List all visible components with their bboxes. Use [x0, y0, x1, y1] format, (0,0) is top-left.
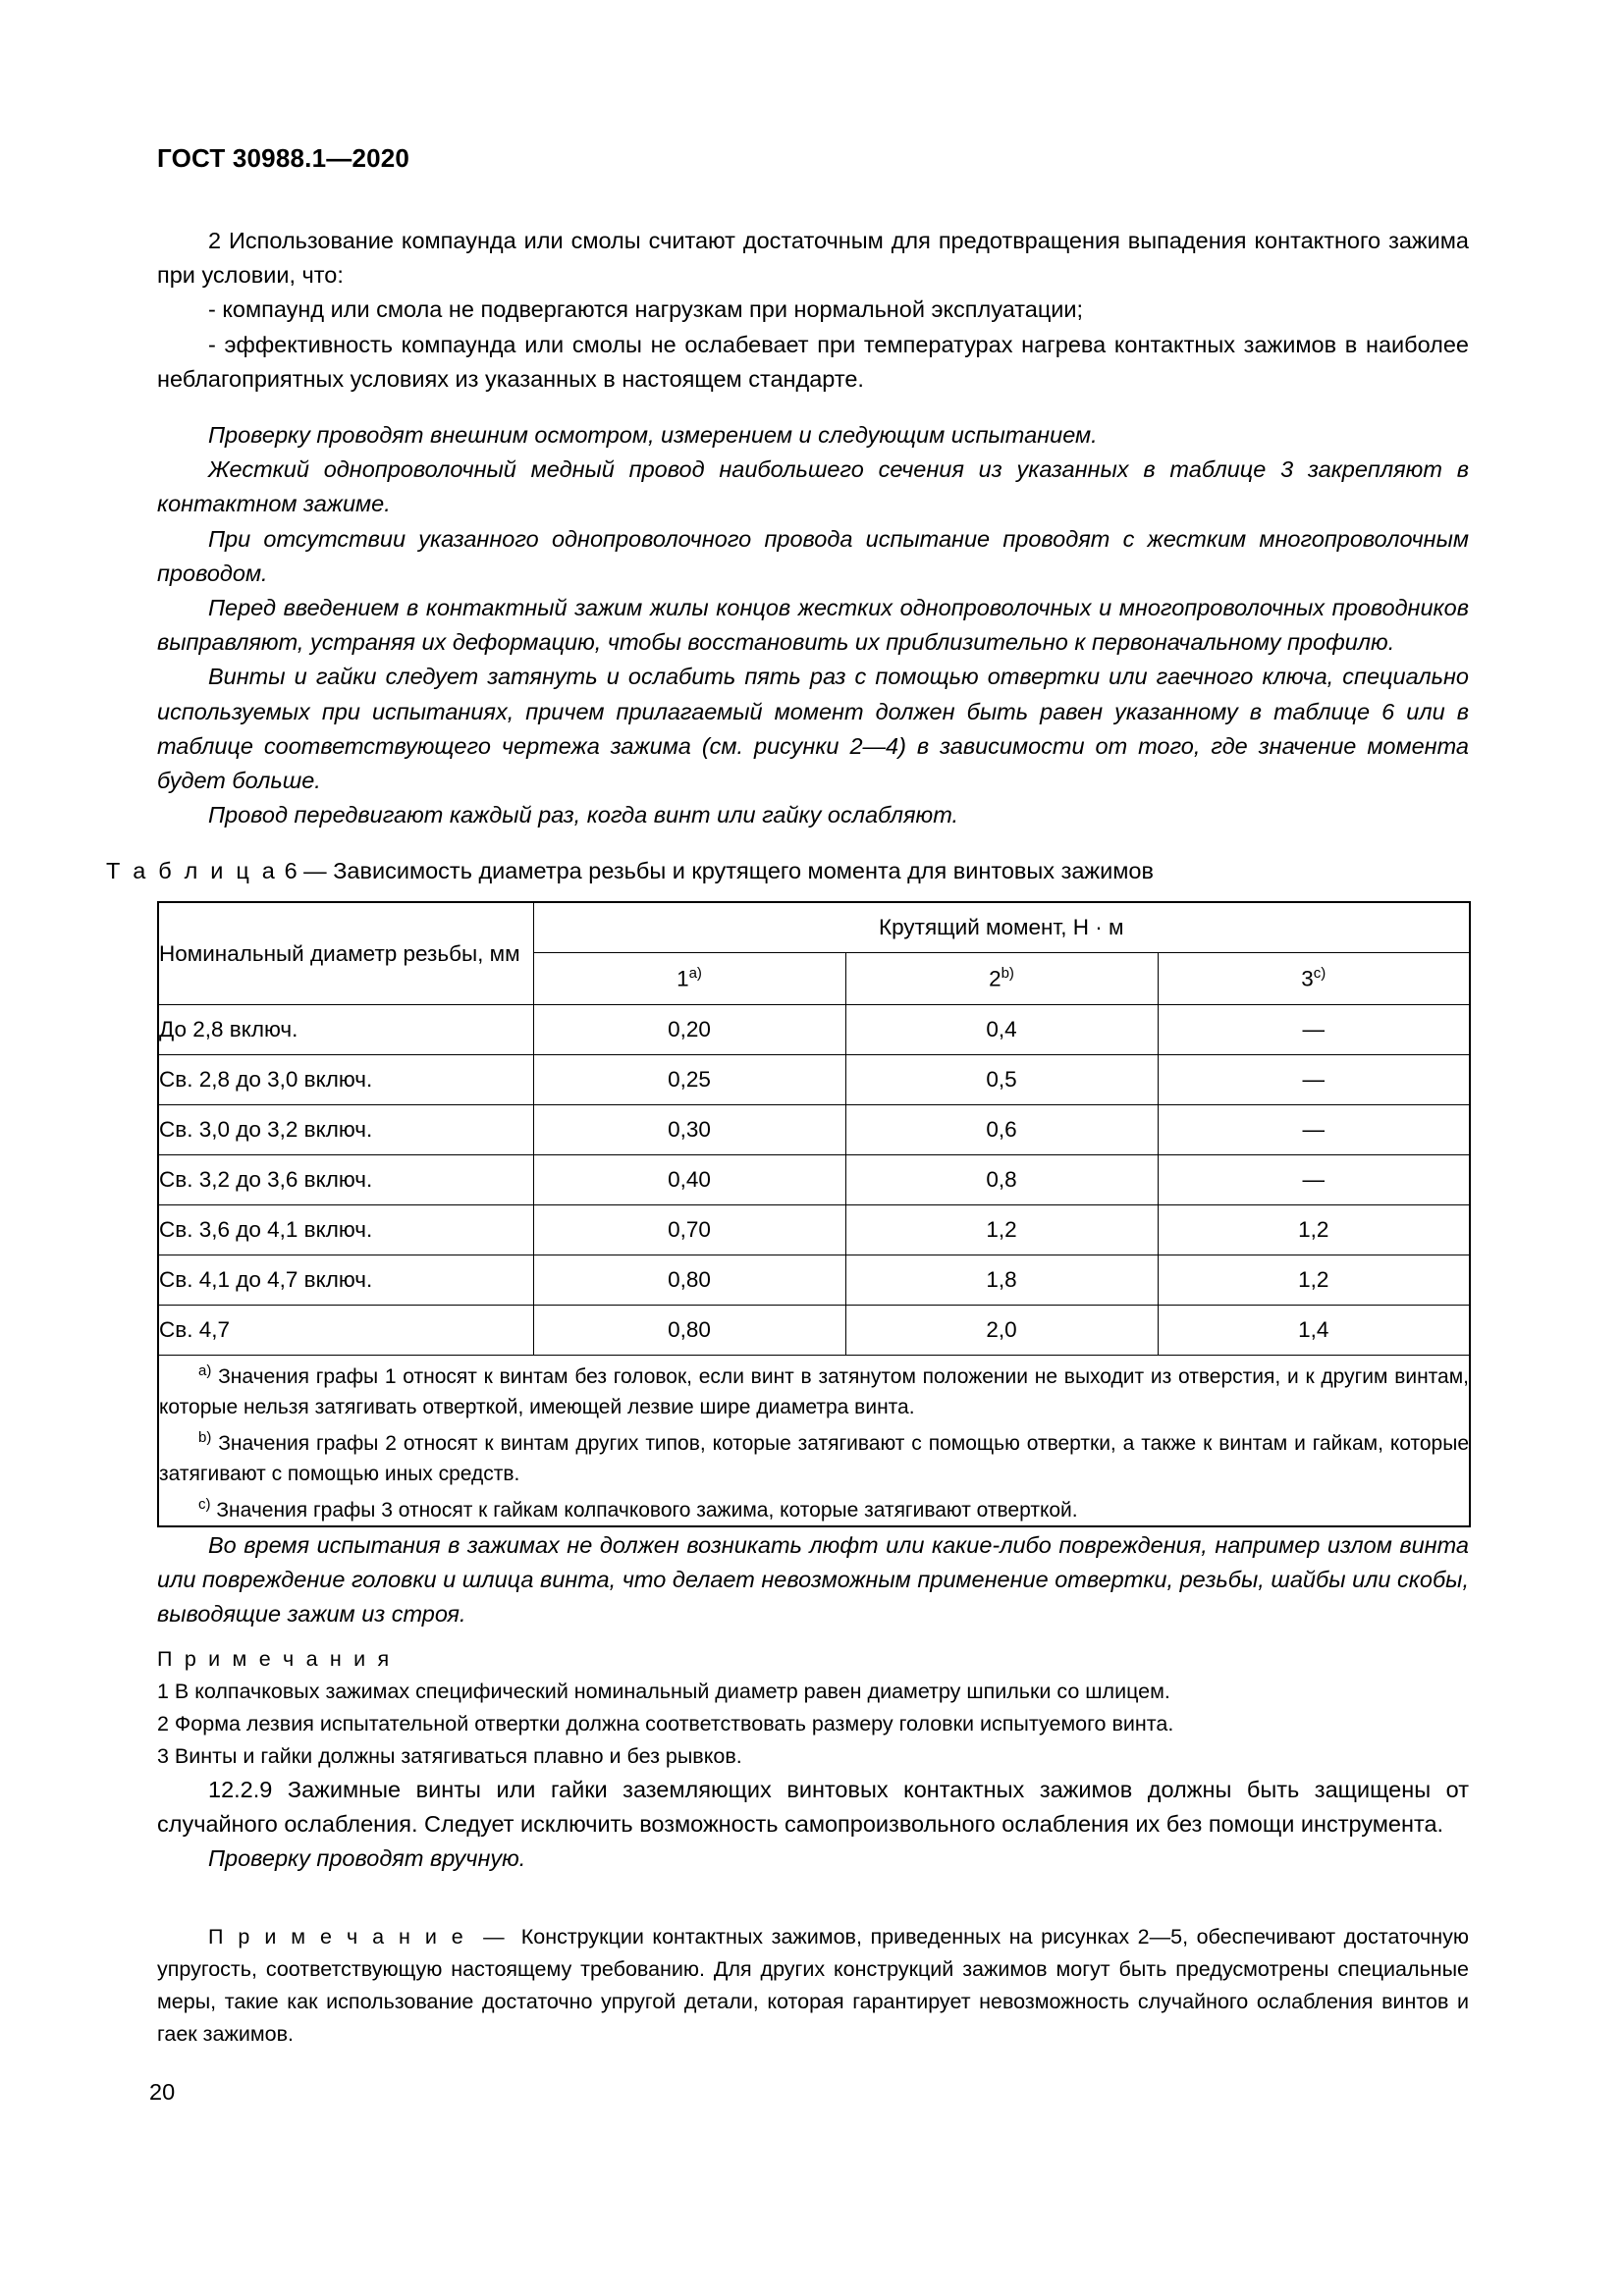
table-header-row-1 [158, 902, 1470, 953]
header-col-1-num: 1 [677, 966, 689, 991]
row-torque-3: 1,2 [1158, 1255, 1470, 1306]
row-diameter-range: До 2,8 включ. [158, 1005, 533, 1055]
header-col-2-num: 2 [989, 966, 1001, 991]
page-number: 20 [149, 2079, 176, 2105]
table-body [158, 1005, 1470, 1527]
table-caption [106, 856, 1154, 885]
row-torque-1: 0,30 [533, 1105, 845, 1155]
row-torque-3: 1,4 [1158, 1306, 1470, 1356]
row-torque-2: 0,8 [845, 1155, 1158, 1205]
intro-bullet-2: - эффективность компаунда или смолы не ослабевает при температурах нагрева контактных зажимов в наиболее неблагоприятных условиях из указанных в настоящем стандарте. [157, 331, 1469, 392]
final-note-paragraph [157, 1921, 1469, 2051]
row-diameter-range: Св. 3,0 до 3,2 включ. [158, 1105, 533, 1155]
footnote-c-text: Значения графы 3 относят к гайкам колпачкового зажима, которые затягивают отверткой. [216, 1499, 1078, 1522]
row-torque-1: 0,80 [533, 1306, 845, 1356]
table-row [158, 1255, 1470, 1306]
table-footnotes [158, 1356, 1470, 1527]
after-table-block [157, 1528, 1469, 1632]
footnote-c-mark: c) [198, 1496, 211, 1513]
table-row [158, 1205, 1470, 1255]
final-note-title: П р и м е ч а н и е [208, 1925, 466, 1949]
section-12-2-9-text: 12.2.9 Зажимные винты или гайки заземляющих винтовых контактных зажимов должны быть защищены от случайного ослабления. Следует исключить возможность самопроизвольного ослабления их без помощи инструмента. [157, 1777, 1469, 1838]
table-row [158, 1155, 1470, 1205]
table-head [158, 902, 1470, 1005]
table-footnotes-row [158, 1356, 1470, 1527]
row-diameter-range: Св. 3,2 до 3,6 включ. [158, 1155, 533, 1205]
table-row [158, 1306, 1470, 1356]
header-col-3-footnote-mark: c) [1313, 965, 1326, 983]
notes-title: П р и м е ч а н и я [157, 1647, 393, 1671]
row-torque-1: 0,80 [533, 1255, 845, 1306]
footnote-a-mark: a) [198, 1362, 212, 1379]
note-item-3: 3 Винты и гайки должны затягиваться плавно и без рывков. [157, 1744, 742, 1768]
row-torque-2: 0,4 [845, 1005, 1158, 1055]
final-note-block [157, 1921, 1469, 2051]
page-header-standard-number: ГОСТ 30988.1—2020 [157, 143, 410, 173]
table-row [158, 1105, 1470, 1155]
footnote-b [159, 1422, 1469, 1489]
row-torque-1: 0,25 [533, 1055, 845, 1105]
method-paragraph-4: Перед введением в контактный зажим жилы концов жестких однопроволочных и многопроволочных проводников выправляют, устраняя их деформацию, чтобы восстановить их приблизительно к первоначальному профилю. [157, 595, 1469, 656]
section-12-2-9-check: Проверку проводят вручную. [208, 1845, 526, 1872]
header-col-3 [1158, 953, 1470, 1005]
torque-table-wrapper [157, 901, 1469, 1527]
table-caption-label: Т а б л и ц а [106, 858, 279, 883]
header-col-1 [533, 953, 845, 1005]
spacer [157, 397, 1469, 418]
header-col-3-num: 3 [1301, 966, 1314, 991]
header-col-2-footnote-mark: b) [1001, 965, 1014, 983]
footnote-b-text: Значения графы 2 относят к винтам других типов, которые затягивают с помощью отвертки, а также к винтам и гайкам, которые затягивают с помощью иных средств. [159, 1432, 1469, 1485]
footnote-a [159, 1356, 1469, 1422]
table-caption-number: 6 [284, 858, 298, 883]
footnote-b-mark: b) [198, 1429, 212, 1446]
row-torque-3: — [1158, 1005, 1470, 1055]
intro-text-block [157, 224, 1469, 832]
row-diameter-range: Св. 4,1 до 4,7 включ. [158, 1255, 533, 1306]
table-row [158, 1055, 1470, 1105]
torque-table [157, 901, 1471, 1527]
section-12-2-9-block [157, 1773, 1469, 1877]
table-row [158, 1005, 1470, 1055]
intro-item-2: 2 Использование компаунда или смолы считают достаточным для предотвращения выпадения контактного зажима при условии, что: [157, 228, 1469, 289]
method-paragraph-2: Жесткий однопроволочный медный провод наибольшего сечения из указанных в таблице 3 закрепляют в контактном зажиме. [157, 456, 1469, 517]
row-torque-3: — [1158, 1055, 1470, 1105]
final-note-dash: — [483, 1925, 505, 1949]
after-table-paragraph: Во время испытания в зажимах не должен возникать люфт или какие-либо повреждения, например излом винта или повреждение головки и шлица винта, что делает невозможным применение отвертки, резьбы, шайбы или скобы, выводящие зажим из строя. [157, 1532, 1469, 1628]
note-item-1: 1 В колпачковых зажимах специфический номинальный диаметр равен диаметру шпильки со шлицем. [157, 1680, 1170, 1703]
row-diameter-range: Св. 3,6 до 4,1 включ. [158, 1205, 533, 1255]
method-paragraph-1: Проверку проводят внешним осмотром, измерением и следующим испытанием. [208, 422, 1098, 449]
final-note-text: Конструкции контактных зажимов, приведенных на рисунках 2—5, обеспечивают достаточную упругость, соответствующую настоящему требованию. Для других конструкций зажимов могут быть предусмотрены специальные меры, такие как использование достаточно упругой детали, которая гарантирует невозможность случайного ослабления винтов и гаек зажимов. [157, 1925, 1470, 2046]
header-col-1-footnote-mark: a) [688, 965, 702, 983]
row-diameter-range: Св. 2,8 до 3,0 включ. [158, 1055, 533, 1105]
row-torque-3: — [1158, 1155, 1470, 1205]
row-torque-3: 1,2 [1158, 1205, 1470, 1255]
row-torque-2: 1,2 [845, 1205, 1158, 1255]
note-item-2: 2 Форма лезвия испытательной отвертки должна соответствовать размеру головки испытуемого винта. [157, 1712, 1174, 1735]
footnote-a-text: Значения графы 1 относят к винтам без головок, если винт в затянутом положении не выходит из отверстия, и к другим винтам, которые нельзя затягивать отверткой, имеющей лезвие шире диаметра винта. [159, 1365, 1470, 1418]
row-torque-3: — [1158, 1105, 1470, 1155]
row-torque-2: 1,8 [845, 1255, 1158, 1306]
row-torque-2: 0,6 [845, 1105, 1158, 1155]
row-torque-2: 2,0 [845, 1306, 1158, 1356]
notes-block [157, 1643, 1469, 1773]
row-torque-1: 0,20 [533, 1005, 845, 1055]
method-paragraph-3: При отсутствии указанного однопроволочного провода испытание проводят с жестким многопроволочным проводом. [157, 525, 1469, 586]
footnote-c [159, 1489, 1469, 1525]
intro-bullet-1: - компаунд или смола не подвергаются нагрузкам при нормальной эксплуатации; [208, 296, 1084, 323]
row-torque-1: 0,40 [533, 1155, 845, 1205]
row-torque-1: 0,70 [533, 1205, 845, 1255]
row-torque-2: 0,5 [845, 1055, 1158, 1105]
header-nominal-diameter: Номинальный диаметр резьбы, мм [158, 902, 533, 1005]
row-diameter-range: Св. 4,7 [158, 1306, 533, 1356]
method-paragraph-6: Провод передвигают каждый раз, когда винт или гайку ослабляют. [208, 802, 959, 828]
table-caption-text: — Зависимость диаметра резьбы и крутящего момента для винтовых зажимов [303, 858, 1154, 883]
method-paragraph-5: Винты и гайки следует затянуть и ослабить пять раз с помощью отвертки или гаечного ключа, специально используемых при испытаниях, причем прилагаемый момент должен быть равен указанному в таблице 6 или в таблице соответствующего чертежа зажима (см. рисунки 2—4) в зависимости от того, где значение момента будет больше. [157, 664, 1469, 794]
header-col-2 [845, 953, 1158, 1005]
header-torque-group: Крутящий момент, Н · м [533, 902, 1470, 953]
